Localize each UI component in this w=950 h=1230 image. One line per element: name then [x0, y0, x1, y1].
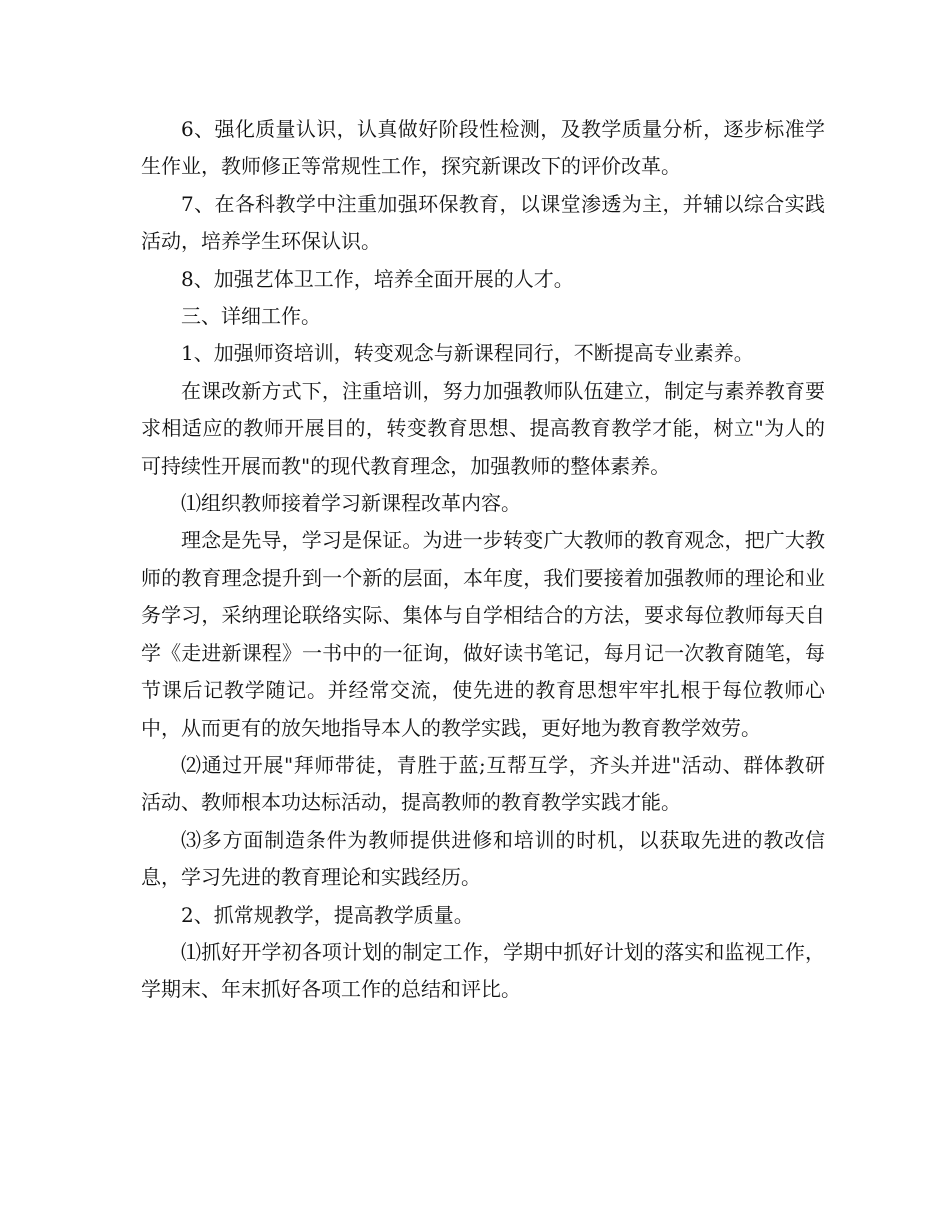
paragraph-item-6: 6、强化质量认识，认真做好阶段性检测，及教学质量分析，逐步标准学生作业，教师修正等常规性工作，探究新课改下的评价改革。	[141, 117, 825, 179]
list-item-plan: ⑴抓好开学初各项计划的制定工作，学期中抓好计划的落实和监视工作，学期末、年末抓好各项工作的总结和评比。	[141, 939, 825, 1002]
paragraph-item-7: 7、在各科教学中注重加强环保教育，以课堂渗透为主，并辅以综合实践活动，培养学生环保认识。	[141, 191, 825, 254]
list-item-1: ⑴组织教师接着学习新课程改革内容。	[181, 491, 521, 516]
section-heading-detailed-work: 三、详细工作。	[181, 304, 321, 329]
document-body	[141, 111, 825, 1009]
paragraph-concept-learning: 理念是先导，学习是保证。为进一步转变广大教师的教育观念，把广大教师的教育理念提升到一个新的层面，本年度，我们要接着加强教师的理论和业务学习，采纳理论联络实际、集体与自学相结合的方法，要求每位教师每天自学《走进新课程》一书中的一征询，做好读书笔记，每月记一次教育随笔，每节课后记教学随记。并经常交流，使先进的教育思想牢牢扎根于每位教师心中，从而更有的放矢地指导本人的教学实践，更好地为教育教学效劳。	[141, 528, 825, 740]
list-item-3: ⑶多方面制造条件为教师提供进修和培训的时机，以获取先进的教改信息，学习先进的教育理论和实践经历。	[141, 827, 825, 890]
list-item-2: ⑵通过开展"拜师带徒，青胜于蓝;互帮互学，齐头并进"活动、群体教研活动、教师根本功达标活动，提高教师的教育教学实践才能。	[141, 752, 825, 815]
paragraph-item-8: 8、加强艺体卫工作，培养全面开展的人才。	[181, 266, 574, 291]
subheading-routine-teaching: 2、抓常规教学，提高教学质量。	[181, 902, 474, 927]
paragraph-teacher-training-body: 在课改新方式下，注重培训，努力加强教师队伍建立，制定与素养教育要求相适应的教师开展目的，转变教育思想、提高教育教学才能，树立"为人的可持续性开展而教"的现代教育理念，加强教师的整体素养。	[141, 378, 825, 478]
subheading-teacher-training: 1、加强师资培训，转变观念与新课程同行，不断提高专业素养。	[181, 341, 754, 366]
